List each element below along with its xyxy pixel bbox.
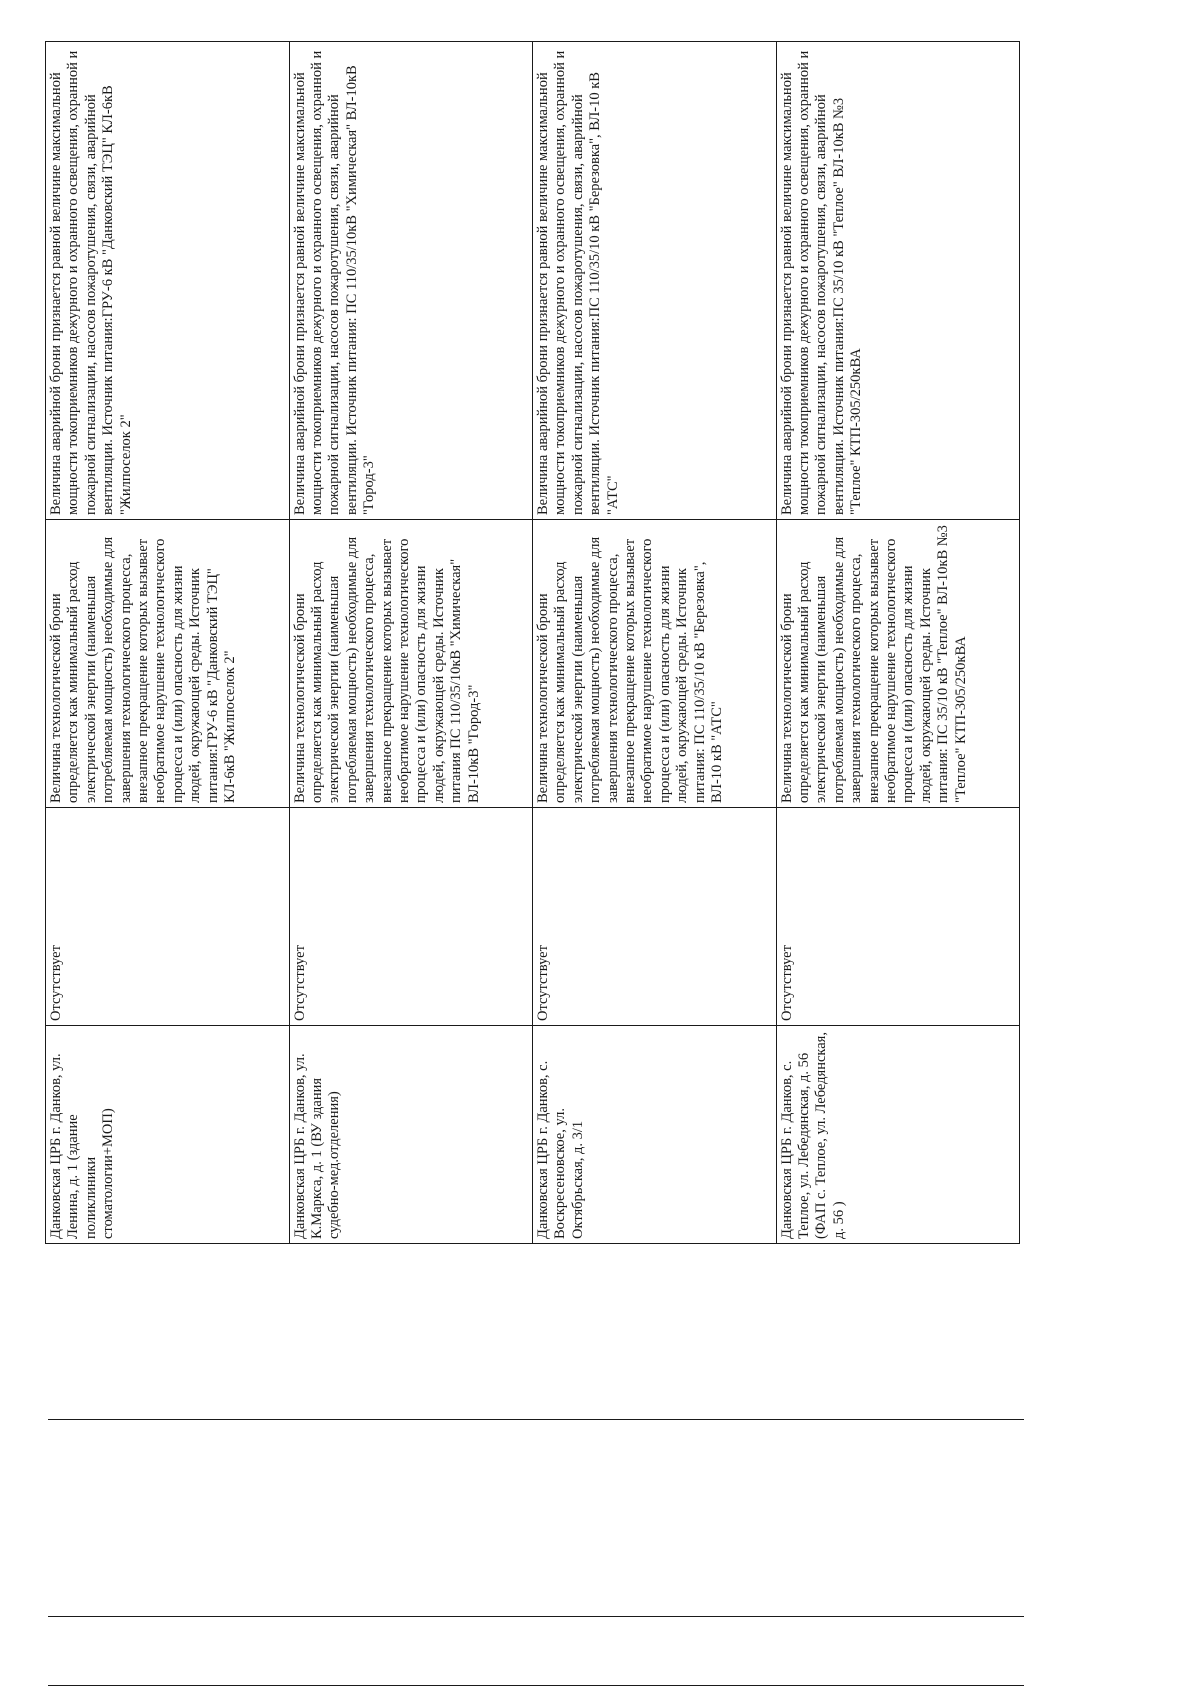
tech-reserve-cell: Величина технологической брони определяется как минимальный расход электрической энергии (наименьшая потребляемая мощность) необходимые для завершения технологического процесса, внезапное прекращение которых вызывает необратимое нарушение технологического процесса и (или) опасность для жизни людей, окружающей среды. Источник питания: ПС 110/35/10 кВ "Березовка", ВЛ-10 кВ "АТС" <box>533 520 777 808</box>
table-row <box>776 42 1020 1244</box>
emergency-reserve-cell: Величина аварийной брони признается равной величине максимальной мощности токоприемников дежурного и охранного освещения, охранной и пожарной сигнализации, насосов пожаротушения, связи, аварийной вентиляции. Источник питания:ПС 110/35/10 кВ "Березовка", ВЛ-10 кВ "АТС" <box>533 42 777 520</box>
table-row <box>533 42 777 1244</box>
divider-line <box>48 1419 1024 1420</box>
status-cell: Отсутствует <box>533 808 777 1026</box>
object-cell: Данковская ЦРБ г. Данков, с. Теплое, ул. Лебедянская, д. 56 (ФАП с. Теплое, ул. Лебедянская, д. 56 ) <box>776 1026 1020 1244</box>
status-cell: Отсутствует <box>289 808 533 1026</box>
divider-line <box>48 1685 1024 1686</box>
object-cell: Данковская ЦРБ г. Данков, ул. Ленина, д. 1 (здание поликлиники стоматологии+МОП) <box>46 1026 290 1244</box>
emergency-reserve-cell: Величина аварийной брони признается равной величине максимальной мощности токоприемников дежурного и охранного освещения, охранной и пожарной сигнализации, насосов пожаротушения, связи, аварийной вентиляции. Источник питания: ПС 110/35/10кВ "Химическая" ВЛ-10кВ "Город-3" <box>289 42 533 520</box>
status-cell: Отсутствует <box>776 808 1020 1026</box>
object-cell: Данковская ЦРБ г. Данков, ул. К.Маркса, д. 1 (ВУ здания судебно-мед.отделения) <box>289 1026 533 1244</box>
emergency-reserve-cell: Величина аварийной брони признается равной величине максимальной мощности токоприемников дежурного и охранного освещения, охранной и пожарной сигнализации, насосов пожаротушения, связи, аварийной вентиляции. Источник питания:ГРУ-6 кВ "Данковский ТЭЦ" КЛ-6кВ "Жилпоселок 2" <box>46 42 290 520</box>
divider-line <box>48 1616 1024 1617</box>
tech-reserve-cell: Величина технологической брони определяется как минимальный расход электрической энергии (наименьшая потребляемая мощность) необходимые для завершения технологического процесса, внезапное прекращение которых вызывает необратимое нарушение технологического процесса и (или) опасность для жизни людей, окружающей среды. Источник питания:ГРУ-6 кВ "Данковский ТЭЦ" КЛ-6кВ "Жилпоселок 2" <box>46 520 290 808</box>
reserve-table <box>45 41 1020 1244</box>
object-cell: Данковская ЦРБ г. Данков, с. Воскресеновское, ул. Октябрьская, д. 3/1 <box>533 1026 777 1244</box>
table-row <box>46 42 290 1244</box>
emergency-reserve-cell: Величина аварийной брони признается равной величине максимальной мощности токоприемников дежурного и охранного освещения, охранной и пожарной сигнализации, насосов пожаротушения, связи, аварийной вентиляции. Источник питания:ПС 35/10 кВ "Теплое" ВЛ-10кВ №3 "Теплое" КТП-305/250кВА <box>776 42 1020 520</box>
tech-reserve-cell: Величина технологической брони определяется как минимальный расход электрической энергии (наименьшая потребляемая мощность) необходимые для завершения технологического процесса, внезапное прекращение которых вызывает необратимое нарушение технологического процесса и (или) опасность для жизни людей, окружающей среды. Источник питания ПС 110/35/10кВ "Химическая" ВЛ-10кВ "Город-3" <box>289 520 533 808</box>
rotated-table-container <box>45 42 1020 1244</box>
table-row <box>289 42 533 1244</box>
tech-reserve-cell: Величина технологической брони определяется как минимальный расход электрической энергии (наименьшая потребляемая мощность) необходимые для завершения технологического процесса, внезапное прекращение которых вызывает необратимое нарушение технологического процесса и (или) опасность для жизни людей, окружающей среды. Источник питания: ПС 35/10 кВ "Теплое" ВЛ-10кВ №3 "Теплое" КТП-305/250кВА <box>776 520 1020 808</box>
status-cell: Отсутствует <box>46 808 290 1026</box>
